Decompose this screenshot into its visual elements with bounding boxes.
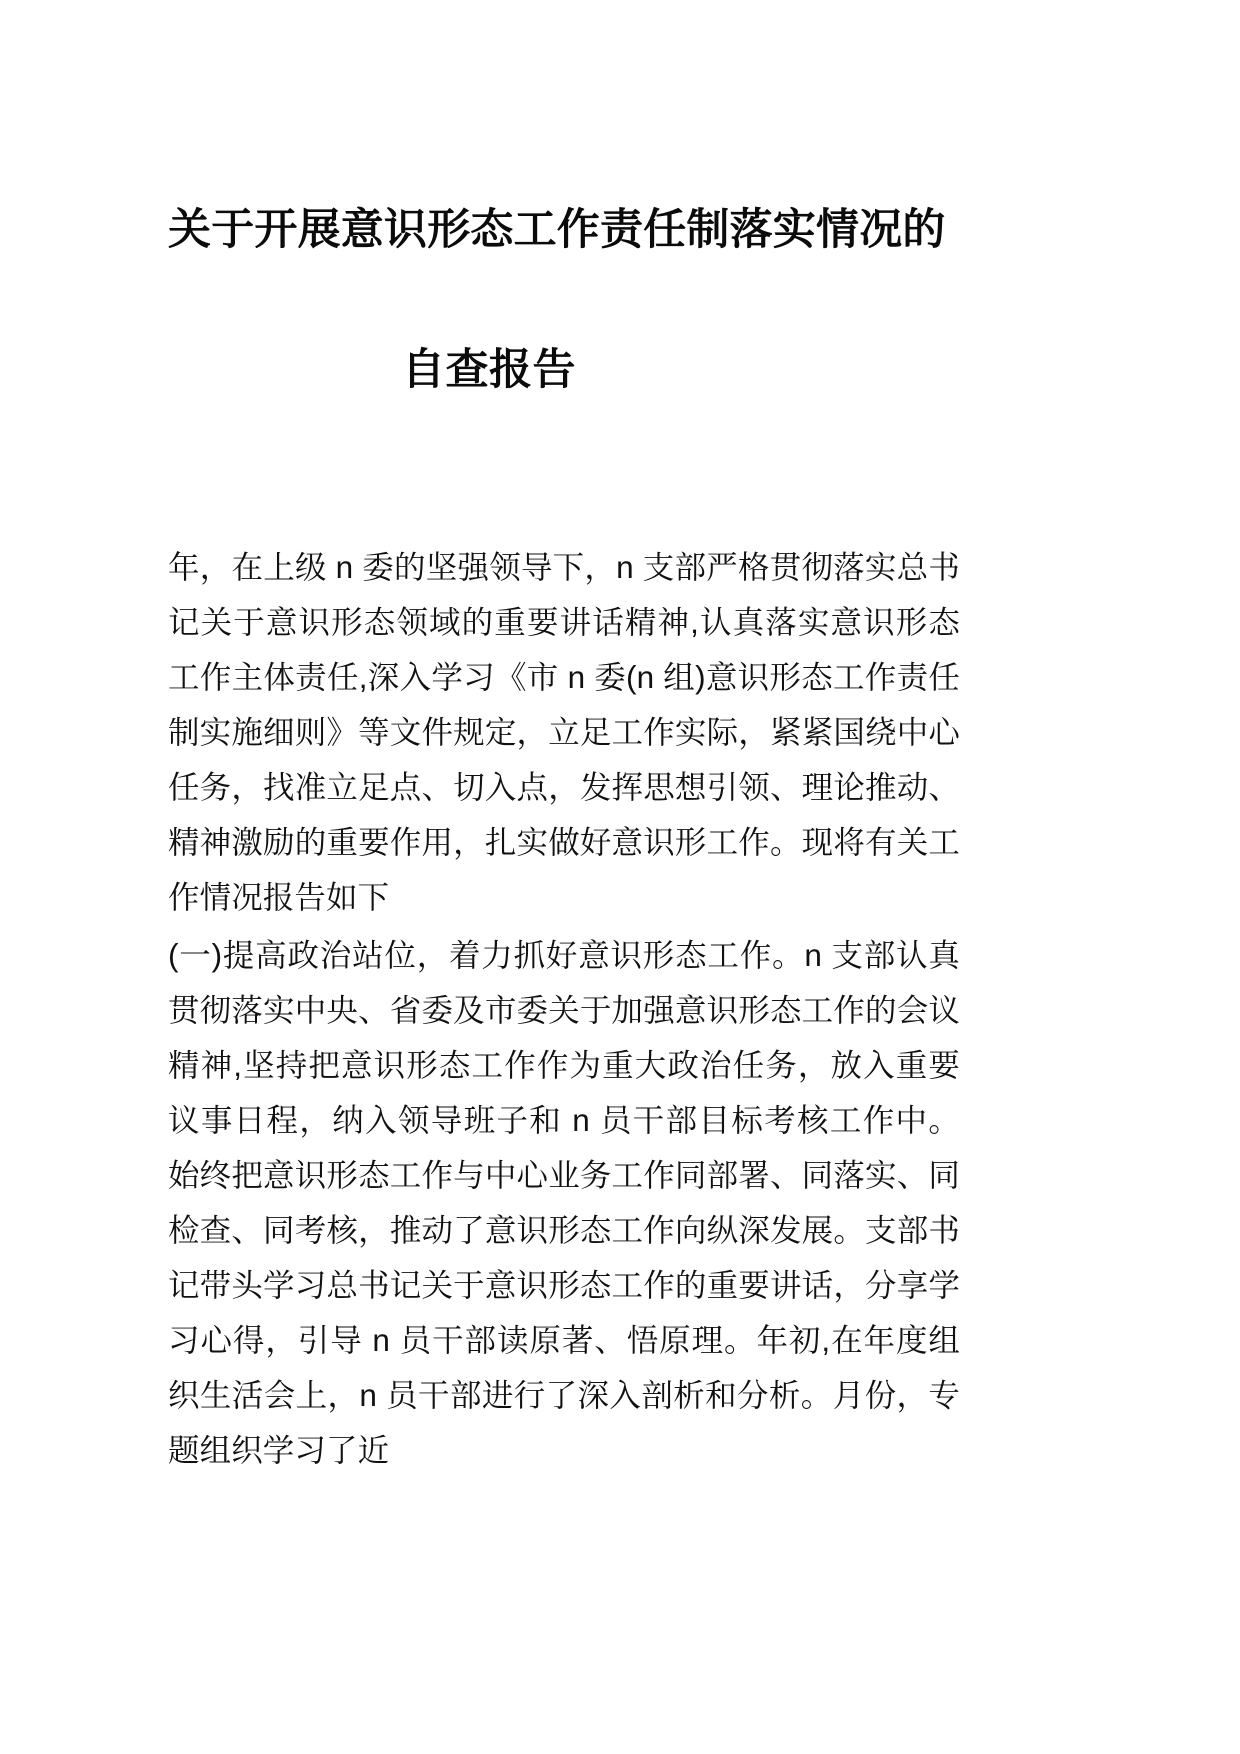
body-paragraph-1: 年，在上级 n 委的坚强领导下，n 支部严格贯彻落实总书记关于意识形态领域的重要讲话精神,认真落实意识形态工作主体责任,深入学习《市 n 委(n 组)意识形态工作责任制实施细则》等文件规定，立足工作实际，紧紧国绕中心任务，找准立足点、切入点，发挥思想引领、理论推动、精神激励的重要作用，扎实做好意识形工作。现将有关工作情况报告如下 [168, 549, 960, 915]
page-title-line-1: 关于开展意识形态工作责任制落实情况的 [168, 206, 946, 254]
body-paragraph-2: (一)提高政治站位，着力抓好意识形态工作。n 支部认真贯彻落实中央、省委及市委关于加强意识形态工作的会议精神,坚持把意识形态工作作为重大政治任务，放入重要议事日程，纳入领导班子和 n 员干部目标考核工作中。始终把意识形态工作与中心业务工作同部署、同落实、同检查、同考核，推动了意识形态工作向纵深发展。支部书记带头学习总书记关于意识形态工作的重要讲话，分享学习心得，引导 n 员干部读原著、悟原理。年初,在年度组织生活会上，n 员干部进行了深入剖析和分析。月份，专题组织学习了近 [168, 937, 960, 1468]
document-body [168, 540, 960, 1478]
page-title-line-2: 自查报告 [402, 346, 576, 394]
document-content [168, 0, 960, 1478]
